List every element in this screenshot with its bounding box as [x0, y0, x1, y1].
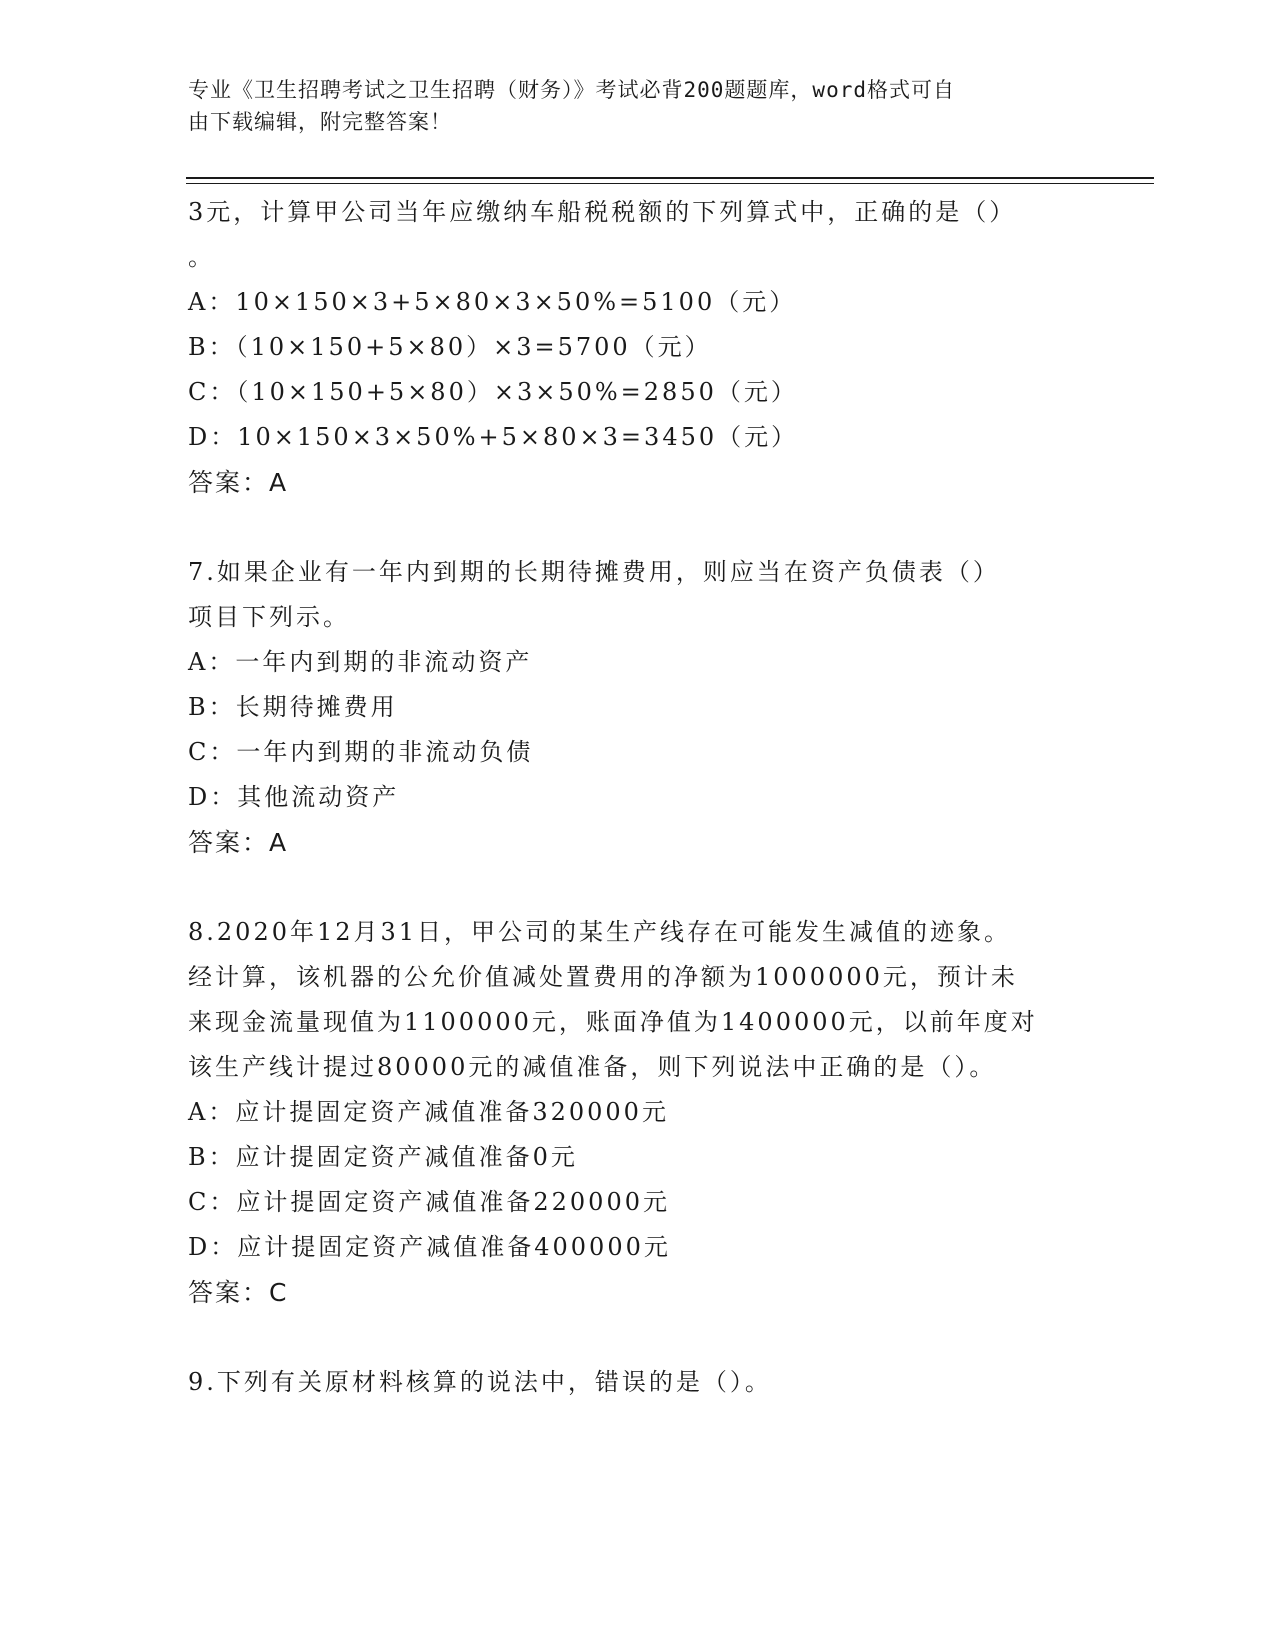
option-d: D：其他流动资产 [188, 783, 400, 811]
question-stem-line: 经计算，该机器的公允价值减处置费用的净额为1000000元，预计未 [188, 963, 1018, 991]
option-a: A：应计提固定资产减值准备320000元 [188, 1098, 669, 1126]
option-b: B：应计提固定资产减值准备0元 [188, 1143, 578, 1171]
option-b: B：（10×150+5×80）×3=5700（元） [188, 333, 712, 361]
option-c: C：一年内到期的非流动负债 [188, 738, 534, 766]
option-c: C：（10×150+5×80）×3×50%=2850（元） [188, 378, 798, 406]
header-line-2: 由下载编辑，附完整答案！ [188, 110, 452, 134]
question-stem-line: 9.下列有关原材料核算的说法中，错误的是（）。 [188, 1368, 772, 1396]
option-d: D：应计提固定资产减值准备400000元 [188, 1233, 671, 1261]
spacer [188, 1315, 1088, 1360]
option-d: D：10×150×3×50%+5×80×3=3450（元） [188, 423, 799, 451]
question-stem-line: 来现金流量现值为1100000元，账面净值为1400000元，以前年度对 [188, 1008, 1038, 1036]
question-7 [188, 550, 1088, 865]
question-stem-line: 7.如果企业有一年内到期的长期待摊费用，则应当在资产负债表（） [188, 558, 1000, 586]
question-stem-line: 8.2020年12月31日，甲公司的某生产线存在可能发生减值的迹象。 [188, 918, 1012, 946]
question-stem-line: 项目下列示。 [188, 603, 350, 631]
question-stem-line: 该生产线计提过80000元的减值准备，则下列说法中正确的是（）。 [188, 1053, 997, 1081]
spacer [188, 505, 1088, 550]
spacer [188, 865, 1088, 910]
document-header [188, 74, 1068, 138]
answer-line: 答案：C [188, 1278, 289, 1307]
header-divider-thin [186, 183, 1154, 184]
question-stem-line: 3元，计算甲公司当年应缴纳车船税税额的下列算式中，正确的是（） [188, 198, 1017, 226]
answer-line: 答案：A [188, 468, 289, 497]
question-8 [188, 910, 1088, 1315]
header-divider-thick [186, 177, 1154, 179]
option-a: A：一年内到期的非流动资产 [188, 648, 533, 676]
header-line-1: 专业《卫生招聘考试之卫生招聘（财务）》考试必背200题题库，word格式可自 [188, 78, 955, 102]
question-9 [188, 1360, 1088, 1405]
option-a: A：10×150×3+5×80×3×50%=5100（元） [188, 288, 797, 316]
option-b: B：长期待摊费用 [188, 693, 398, 721]
question-6 [188, 190, 1088, 505]
question-stem-line: 。 [188, 243, 215, 271]
option-c: C：应计提固定资产减值准备220000元 [188, 1188, 670, 1216]
answer-line: 答案：A [188, 828, 289, 857]
document-body [188, 190, 1088, 1405]
